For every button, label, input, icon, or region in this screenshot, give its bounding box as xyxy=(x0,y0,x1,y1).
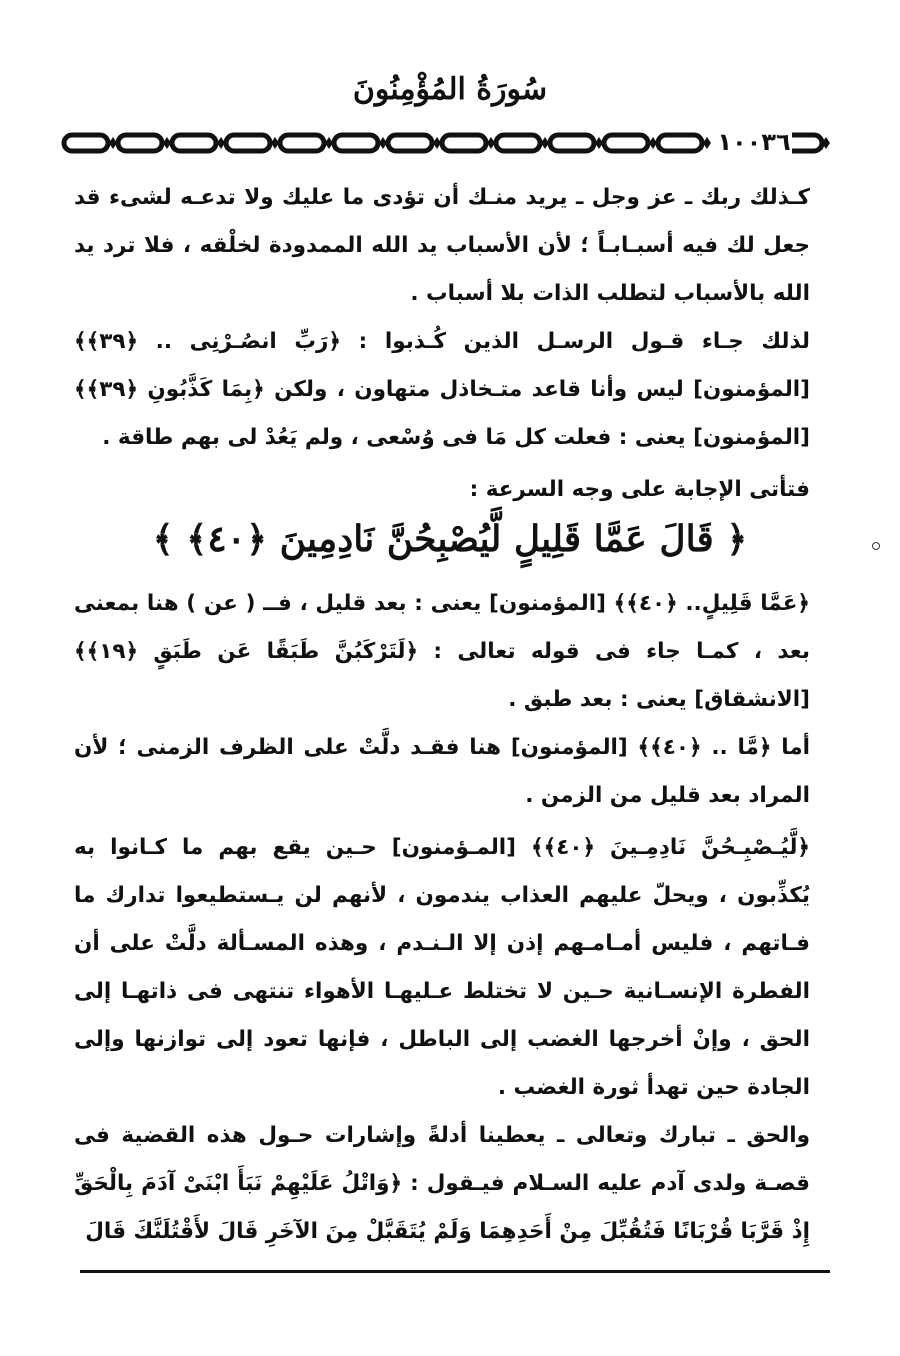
surah-title: سُورَةُ المُؤْمِنُونَ xyxy=(352,72,548,107)
paragraph-4: ﴿عَمَّا قَلِيلٍ.. ﴿٤٠﴾﴾ [المؤمنون] يعنى : بعد قليل ، فــ ( عن ) هنا بمعنى بعد ، كمـا جاء فى قوله تعالى : ﴿لَتَرْكَبُنَّ طَبَقًا عَن طَبَقٍ ﴿١٩﴾﴾ [الانشقاق] يعنى : بعد طبق . xyxy=(74,591,811,712)
page-number: ١٠٠٣٦ xyxy=(716,125,792,159)
footer-rule xyxy=(80,1270,830,1273)
paragraph-5: أما ﴿مَّا .. ﴿٤٠﴾﴾ [المؤمنون] هنا فقـد دلَّتْ على الظرف الزمنى ؛ لأن المراد بعد قليل من الزمن . xyxy=(74,735,811,808)
paragraph-6: ﴿لَّيُـصْبِـحُنَّ نَادِمِـينَ ﴿٤٠﴾﴾ [المـؤمنون] حـين يقع بهم ما كـانوا به يُكذِّبون ، ويحلّ عليهم العذاب يندمون ، لأنهم لن يـستطيعوا تدارك ما فـاتهم ، فليس أمـامـهم إذن إلا الـنـدم ، وهذه المسـألة دلَّتْ على أن الفطرة الإنسـانية حـين لا تختلط عـليهـا الأهواء تنتهى فى ذاتهـا إلى الحق ، وإنْ أخرجها الغضب إلى الباطل ، فإنها تعود إلى توازنها وإلى الجادة حين تهدأ ثورة الغضب . xyxy=(74,835,810,1100)
margin-circle-mark xyxy=(872,542,880,550)
paragraph-1: كـذلك ربك ـ عز وجل ـ يريد منـك أن تؤدى ما عليك ولا تدعـه لشىء قد جعل لك فيه أسبـابـاً ؛ لأن الأسباب يد الله الممدودة لخلْقه ، فلا ترد يد الله بالأسباب لتطلب الذات بلا أسباب . xyxy=(74,185,810,306)
quran-verse-banner: ﴿ قَالَ عَمَّا قَلِيلٍ لَّيُصْبِحُنَّ نَادِمِينَ ﴿٤٠﴾ ﴾ xyxy=(152,518,748,560)
ornamental-chain-border xyxy=(60,126,830,160)
paragraph-3: فتأتى الإجابة على وجه السرعة : xyxy=(469,477,810,502)
paragraph-2: لذلك جـاء قـول الرسـل الذين كُـذبوا : ﴿رَبِّ انصُـرْنِى .. ﴿٣٩﴾﴾ [المؤمنون] ليس وأنا قاعد متـخاذل متهاون ، ولكن ﴿بِمَا كَذَّبُونِ ﴿٣٩﴾﴾ [المؤمنون] يعنى : فعلت كل مَا فى وُسْعى ، ولم يَعُدْ لى بهم طاقة . xyxy=(74,329,810,450)
paragraph-7: والحق ـ تبارك وتعالى ـ يعطينا أدلةً وإشارات حـول هذه القضية فى قصـة ولدى آدم عليه السـلام فيـقول : ﴿وَاتْلُ عَلَيْهِمْ نَبَأَ ابْنَىْ آدَمَ بِالْحَقِّ إِذْ قَرَّبَا قُرْبَانًا فَتُقُبِّلَ مِنْ أَحَدِهِمَا وَلَمْ يُتَقَبَّلْ مِنَ الآخَرِ قَالَ لأَقْتُلَنَّكَ قَالَ xyxy=(74,1123,810,1244)
